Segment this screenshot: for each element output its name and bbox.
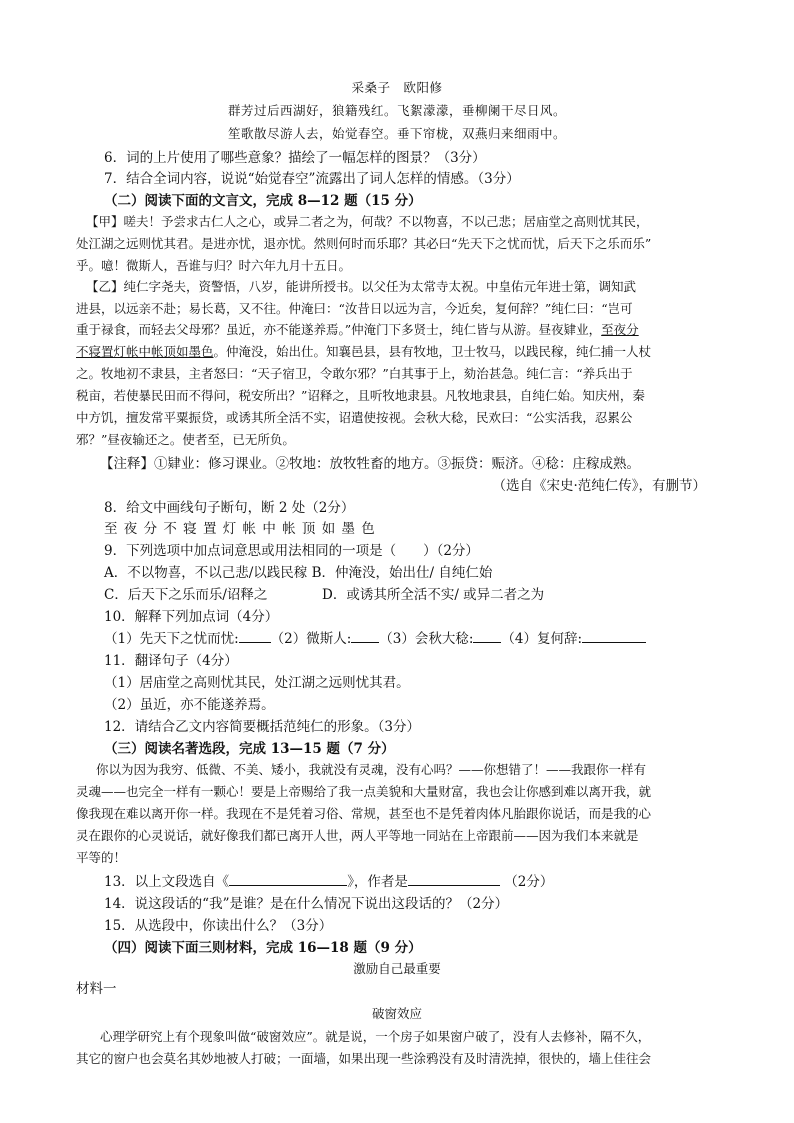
passage-line: 心理学研究上有个现象叫做“破窗效应”。就是说，一个房子如果窗户破了，没有人去修补，隔不久， xyxy=(100,1029,651,1044)
question-14: 14．说这段话的“我”是谁？是在什么情况下说出这段话的？（2分） xyxy=(104,896,509,912)
question-9: 9．下列选项中加点词意思或用法相同的一项是（ ）（2分） xyxy=(104,543,479,559)
passage-line: 你以为因为我穷、低微、不美、矮小，我就没有灵魂，没有心吗？——你想错了！——我跟你一样有 xyxy=(96,762,647,777)
question-11-1: （1）居庙堂之高则忧其民，处江湖之远则忧其君。 xyxy=(104,675,410,691)
answer-blank[interactable] xyxy=(408,872,500,886)
passage-line: 平等的！ xyxy=(76,850,127,865)
question-12: 12．请结合乙文内容简要概括范纯仁的形象。（3分） xyxy=(104,719,421,735)
source-citation: （选自《宋史·范纯仁传》，有删节） xyxy=(492,478,706,494)
passage-line: 税亩，若使暴民田而不得问，税安所出？”诏释之，且听牧地隶县。凡牧地隶县，自纯仁始。知庆州，秦 xyxy=(76,388,645,403)
item-label: （1）先天下之忧而忧: xyxy=(104,631,239,647)
question-text: 13．以上文段选自《 xyxy=(104,874,230,890)
material-subtitle: 破窗效应 xyxy=(371,1006,422,1021)
underlined-sentence: 不寝置灯帐中帐顶如墨色 xyxy=(76,344,214,359)
item-label: （2）微斯人: xyxy=(270,631,352,647)
item-label: （3）会秋大稔: xyxy=(379,631,474,647)
passage-line: 处江湖之远则忧其君。是进亦忧，退亦忧。然则何时而乐耶？其必曰“先天下之忧而忧，后天下之乐而乐” xyxy=(76,236,652,251)
annotation-note: 【注释】①肄业：修习课业。②牧地：放牧牲畜的地方。③振贷：赈济。④稔：庄稼成熟。 xyxy=(100,456,640,472)
question-11: 11．翻译句子（4分） xyxy=(104,653,238,669)
passage-line: 灵魂——也完全一样有一颗心！要是上帝赐给了我一点美貌和大量财富，我也会让你感到难以离开我，就 xyxy=(76,784,652,799)
passage-text: 重于禄食，而轻去父母邪？虽近，亦不能遂养焉。”仲淹门下多贤士，纯仁皆与从游。昼夜肄业， xyxy=(76,322,602,337)
passage-line: 乎。噫！微斯人，吾谁与归？时六年九月十五日。 xyxy=(76,258,352,273)
question-7: 7．结合全词内容，说说“始觉春空”流露出了词人怎样的情感。（3分） xyxy=(104,171,520,187)
question-11-2: （2）虽近，亦不能遂养焉。 xyxy=(104,697,275,713)
passage-line: 灵在跟你的心灵说话，就好像我们都已离开人世，两人平等地一同站在上帝跟前——因为我们本来就是 xyxy=(76,828,639,843)
passage-line: 之。牧地初不隶县，主者怒曰：“天子宿卫，令敢尔邪？”白其事于上，劾治甚急。纯仁言：“养兵出于 xyxy=(76,366,633,381)
passage-line: 中方饥，擅发常平粟振贷，或诱其所全活不实，诏遣使按视。会秋大稔，民欢曰：“公实活我，忍累公 xyxy=(76,410,633,425)
poem-line: 笙歌散尽游人去，始觉春空。垂下帘栊，双燕归来细雨中。 xyxy=(227,126,566,141)
answer-blank[interactable] xyxy=(239,629,271,643)
material-title: 激励自己最重要 xyxy=(353,961,441,976)
question-8: 8．给文中画线句子断句，断 2 处（2分） xyxy=(104,500,355,516)
answer-blank[interactable] xyxy=(351,629,379,643)
passage-line xyxy=(76,320,794,338)
passage-text: 。仲淹没，始出仕。知襄邑县，县有牧地，卫士牧马，以践民稼，纯仁捕一人杖 xyxy=(213,344,652,359)
answer-blank[interactable] xyxy=(582,629,646,643)
question-8-sentence: 至 夜 分 不 寝 置 灯 帐 中 帐 顶 如 墨 色 xyxy=(104,521,376,537)
passage-line: 其它的窗户也会莫名其妙地被人打破；一面墙，如果出现一些涂鸦没有及时清洗掉，很快的，墙上佳往会 xyxy=(76,1051,652,1066)
answer-blank[interactable] xyxy=(473,629,501,643)
passage-line xyxy=(76,342,794,360)
poem-line: 群芳过后西湖好，狼籍残红。飞絮濛濛，垂柳阑干尽日风。 xyxy=(227,103,566,118)
question-text: 》，作者是 xyxy=(347,874,408,890)
question-15: 15．从选段中，你读出什么？（3分） xyxy=(104,918,333,934)
passage-line: 像我现在难以离开你一样。我现在不是凭着习俗、常规，甚至也不是凭着肉体凡胎跟你说话，而是我的心 xyxy=(76,806,652,821)
question-13 xyxy=(104,870,794,890)
passage-line: 邪？”昼夜输还之。使者至，已无所负。 xyxy=(76,432,295,447)
section-heading: （三）阅读名著选段，完成 13—15 题（7 分） xyxy=(104,741,395,757)
question-6: 6．词的上片使用了哪些意象？描绘了一幅怎样的图景？（3分） xyxy=(104,150,486,166)
option-ab: A．不以物喜，不以己悲/以践民稼 B．仲淹没，始出仕/ 自纯仁始 xyxy=(104,565,493,581)
item-label: （4）复何辞: xyxy=(501,631,583,647)
answer-blank[interactable] xyxy=(229,872,347,886)
passage-line: 【乙】纯仁字尧夫，资警悟，八岁，能讲所授书。以父任为太常寺太祝。中皇佑元年进士第，调知武 xyxy=(86,279,637,294)
passage-line: 【甲】嗟夫！予尝求古仁人之心，或异二者之为，何哉？不以物喜，不以己悲；居庙堂之高则忧其民， xyxy=(86,214,649,229)
section-heading: （二）阅读下面的文言文，完成 8—12 题（15 分） xyxy=(104,193,422,209)
passage-line: 进县，以远亲不赴；易长葛，又不往。仲淹曰：“汝昔日以远为言，今近矣，复何辞？”纯仁曰：“岂可 xyxy=(76,301,633,316)
option-d: D．或诱其所全活不实/ 或异二者之为 xyxy=(322,587,545,603)
material-label: 材料一 xyxy=(76,981,117,997)
question-10: 10．解释下列加点词（4分） xyxy=(104,609,279,625)
underlined-sentence: 至夜分 xyxy=(601,322,639,337)
points-label: （2分） xyxy=(504,874,554,890)
section-heading: （四）阅读下面三则材料，完成 16—18 题（9 分） xyxy=(104,940,422,956)
question-10-items xyxy=(104,627,794,647)
poem-title: 采桑子 欧阳修 xyxy=(351,80,443,95)
option-c: C．后天下之乐而乐/诏释之 xyxy=(104,587,268,603)
